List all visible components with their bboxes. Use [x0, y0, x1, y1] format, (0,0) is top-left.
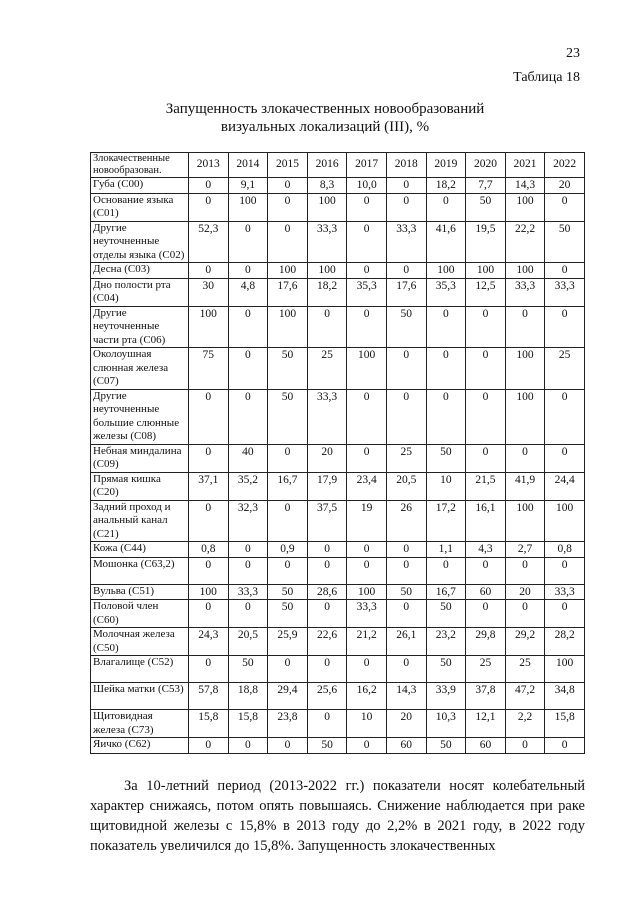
table-cell: 0	[386, 389, 426, 444]
table-cell: 10	[347, 710, 387, 738]
row-label: Другие неуточненные большие слюнные железы (С08)	[91, 389, 189, 444]
table-cell: 50	[426, 656, 466, 683]
table-cell: 28,2	[545, 628, 585, 656]
year-header: 2020	[466, 153, 506, 178]
year-header: 2017	[347, 153, 387, 178]
table-cell: 0	[228, 557, 268, 584]
table-cell: 28,6	[307, 584, 347, 600]
table-cell: 17,6	[386, 278, 426, 306]
table-cell: 17,9	[307, 472, 347, 500]
table-cell: 0	[268, 738, 308, 754]
table-cell: 50	[307, 738, 347, 754]
table-cell: 0	[268, 193, 308, 221]
table-cell: 35,3	[426, 278, 466, 306]
table-cell: 50	[268, 348, 308, 390]
table-cell: 16,7	[268, 472, 308, 500]
table-cell: 0	[307, 710, 347, 738]
year-header: 2018	[386, 153, 426, 178]
table-cell: 0	[268, 221, 308, 263]
row-label: Половой член (С60)	[91, 600, 189, 628]
table-cell: 0	[466, 306, 506, 348]
table-title-line-2: визуальных локализаций (III), %	[220, 119, 430, 135]
table-cell: 0	[426, 557, 466, 584]
row-label: Щитовидная железа (С73)	[91, 710, 189, 738]
table-row	[91, 542, 585, 558]
table-cell: 0	[189, 444, 229, 472]
table-cell: 0	[228, 600, 268, 628]
table-cell: 0	[228, 221, 268, 263]
table-cell: 100	[505, 500, 545, 542]
table-cell: 25	[307, 348, 347, 390]
table-cell: 100	[505, 348, 545, 390]
table-cell: 0	[347, 221, 387, 263]
row-label: Другие неуточненные отделы языка (С02)	[91, 221, 189, 263]
table-row	[91, 348, 585, 390]
table-row	[91, 221, 585, 263]
table-cell: 30	[189, 278, 229, 306]
page-number: 23	[566, 46, 580, 61]
table-cell: 100	[505, 193, 545, 221]
table-cell: 35,2	[228, 472, 268, 500]
table-cell: 23,4	[347, 472, 387, 500]
table-cell: 50	[268, 584, 308, 600]
table-cell: 0	[228, 738, 268, 754]
table-cell: 15,8	[189, 710, 229, 738]
table-cell: 25	[466, 656, 506, 683]
corner-header: Злокачественные новообразован.	[91, 153, 189, 178]
table-cell: 16,1	[466, 500, 506, 542]
table-cell: 18,2	[426, 178, 466, 194]
table-cell: 0	[189, 500, 229, 542]
table-title-line-1: Запущенность злокачественных новообразований	[165, 101, 485, 117]
table-cell: 33,3	[347, 600, 387, 628]
table-cell: 0	[189, 656, 229, 683]
table-cell: 25	[386, 444, 426, 472]
table-cell: 0	[545, 306, 585, 348]
table-cell: 18,8	[228, 683, 268, 710]
table-cell: 17,2	[426, 500, 466, 542]
table-cell: 100	[347, 348, 387, 390]
table-cell: 50	[386, 584, 426, 600]
table-cell: 60	[466, 738, 506, 754]
year-header: 2014	[228, 153, 268, 178]
table-cell: 16,2	[347, 683, 387, 710]
table-cell: 2,2	[505, 710, 545, 738]
table-cell: 0	[545, 444, 585, 472]
table-row	[91, 178, 585, 194]
table-cell: 29,4	[268, 683, 308, 710]
table-cell: 26	[386, 500, 426, 542]
table-cell: 0	[228, 306, 268, 348]
table-row	[91, 584, 585, 600]
table-cell: 32,3	[228, 500, 268, 542]
table-cell: 0	[545, 389, 585, 444]
row-label: Молочная железа (С50)	[91, 628, 189, 656]
table-cell: 20	[307, 444, 347, 472]
table-cell: 20,5	[386, 472, 426, 500]
row-label: Губа (С00)	[91, 178, 189, 194]
table-cell: 0	[386, 348, 426, 390]
table-cell: 52,3	[189, 221, 229, 263]
table-cell: 14,3	[386, 683, 426, 710]
table-cell: 0	[466, 389, 506, 444]
table-cell: 33,3	[386, 221, 426, 263]
table-cell: 29,8	[466, 628, 506, 656]
table-cell: 0	[505, 600, 545, 628]
table-row	[91, 444, 585, 472]
table-cell: 0	[426, 348, 466, 390]
table-cell: 0	[268, 656, 308, 683]
table-cell: 9,1	[228, 178, 268, 194]
table-cell: 41,6	[426, 221, 466, 263]
table-cell: 21,2	[347, 628, 387, 656]
table-cell: 0	[545, 557, 585, 584]
table-cell: 0	[347, 738, 387, 754]
table-row	[91, 738, 585, 754]
table-cell: 0	[228, 542, 268, 558]
table-body	[91, 178, 585, 754]
row-label: Шейка матки (С53)	[91, 683, 189, 710]
table-cell: 22,2	[505, 221, 545, 263]
table-cell: 0	[466, 444, 506, 472]
table-cell: 100	[466, 263, 506, 279]
table-cell: 33,3	[545, 584, 585, 600]
row-label: Мошонка (С63,2)	[91, 557, 189, 584]
table-cell: 50	[268, 389, 308, 444]
table-cell: 16,7	[426, 584, 466, 600]
neglect-table	[90, 152, 585, 754]
body-paragraph-text: За 10-летний период (2013-2022 гг.) показатели носят колебательный характер снижаясь, потом опять повышаясь. Снижение наблюдается при раке щитовидной железы с 15,8% в 2013 году до 2,2% в 2021 году, в 2022 году показатель увеличился до 15,8%. Запущенность злокачественных	[90, 778, 585, 854]
table-cell: 0	[228, 348, 268, 390]
table-cell: 0,8	[189, 542, 229, 558]
table-cell: 0	[268, 500, 308, 542]
table-cell: 0	[307, 557, 347, 584]
table-cell: 0	[386, 178, 426, 194]
table-cell: 0	[386, 193, 426, 221]
table-row	[91, 278, 585, 306]
row-label: Прямая кишка (С20)	[91, 472, 189, 500]
table-cell: 0	[386, 600, 426, 628]
table-cell: 33,3	[307, 221, 347, 263]
table-cell: 14,3	[505, 178, 545, 194]
table-row	[91, 656, 585, 683]
table-cell: 100	[545, 500, 585, 542]
table-cell: 0	[189, 178, 229, 194]
table-cell: 35,3	[347, 278, 387, 306]
table-cell: 0	[426, 193, 466, 221]
table-row	[91, 600, 585, 628]
table-cell: 41,9	[505, 472, 545, 500]
table-cell: 50	[228, 656, 268, 683]
table-cell: 0	[189, 263, 229, 279]
table-row	[91, 557, 585, 584]
row-label: Вульва (С51)	[91, 584, 189, 600]
table-cell: 29,2	[505, 628, 545, 656]
table-cell: 50	[386, 306, 426, 348]
year-header: 2022	[545, 153, 585, 178]
table-cell: 0	[347, 193, 387, 221]
table-cell: 0,8	[545, 542, 585, 558]
table-cell: 0	[268, 178, 308, 194]
table-cell: 50	[268, 600, 308, 628]
table-cell: 33,3	[307, 389, 347, 444]
table-cell: 0,9	[268, 542, 308, 558]
table-cell: 25,6	[307, 683, 347, 710]
table-cell: 100	[426, 263, 466, 279]
table-cell: 0	[386, 656, 426, 683]
table-cell: 100	[505, 389, 545, 444]
table-cell: 50	[466, 193, 506, 221]
table-cell: 0	[545, 193, 585, 221]
table-cell: 0	[307, 600, 347, 628]
table-cell: 15,8	[545, 710, 585, 738]
table-cell: 0	[466, 600, 506, 628]
table-row	[91, 193, 585, 221]
table-cell: 0	[386, 542, 426, 558]
row-label: Кожа (С44)	[91, 542, 189, 558]
table-cell: 1,1	[426, 542, 466, 558]
table-cell: 0	[347, 557, 387, 584]
table-row	[91, 710, 585, 738]
table-cell: 0	[347, 444, 387, 472]
table-cell: 0	[466, 348, 506, 390]
table-cell: 0	[189, 193, 229, 221]
table-cell: 25	[545, 348, 585, 390]
table-cell: 0	[189, 600, 229, 628]
table-cell: 22,6	[307, 628, 347, 656]
table-cell: 19,5	[466, 221, 506, 263]
table-cell: 7,7	[466, 178, 506, 194]
table-cell: 0	[307, 306, 347, 348]
table-cell: 33,3	[505, 278, 545, 306]
table-cell: 34,8	[545, 683, 585, 710]
table-cell: 10,3	[426, 710, 466, 738]
row-label: Яичко (С62)	[91, 738, 189, 754]
year-header: 2015	[268, 153, 308, 178]
row-label: Дно полости рта (С04)	[91, 278, 189, 306]
table-cell: 100	[189, 306, 229, 348]
table-row	[91, 500, 585, 542]
table-cell: 0	[189, 389, 229, 444]
table-cell: 17,6	[268, 278, 308, 306]
table-cell: 24,3	[189, 628, 229, 656]
table-cell: 0	[545, 600, 585, 628]
table-cell: 100	[268, 263, 308, 279]
table-row	[91, 472, 585, 500]
table-cell: 26,1	[386, 628, 426, 656]
table-cell: 0	[347, 306, 387, 348]
table-cell: 18,2	[307, 278, 347, 306]
table-cell: 23,8	[268, 710, 308, 738]
table-cell: 60	[466, 584, 506, 600]
table-cell: 0	[189, 738, 229, 754]
table-cell: 20	[505, 584, 545, 600]
table-cell: 8,3	[307, 178, 347, 194]
table-cell: 37,1	[189, 472, 229, 500]
table-cell: 0	[505, 738, 545, 754]
table-cell: 10,0	[347, 178, 387, 194]
table-cell: 100	[347, 584, 387, 600]
table-cell: 4,3	[466, 542, 506, 558]
table-cell: 100	[505, 263, 545, 279]
table-cell: 0	[228, 389, 268, 444]
table-cell: 25,9	[268, 628, 308, 656]
table-cell: 0	[268, 444, 308, 472]
table-cell: 50	[426, 600, 466, 628]
table-cell: 0	[347, 656, 387, 683]
year-header: 2013	[189, 153, 229, 178]
table-row	[91, 683, 585, 710]
row-label: Десна (С03)	[91, 263, 189, 279]
table-cell: 20,5	[228, 628, 268, 656]
table-label: Таблица 18	[513, 70, 580, 85]
table-cell: 0	[505, 306, 545, 348]
table-cell: 21,5	[466, 472, 506, 500]
table-cell: 0	[386, 263, 426, 279]
table-cell: 24,4	[545, 472, 585, 500]
row-label: Основание языка (С01)	[91, 193, 189, 221]
table-cell: 50	[426, 444, 466, 472]
table-cell: 0	[307, 656, 347, 683]
table-cell: 100	[307, 193, 347, 221]
body-paragraph	[90, 776, 585, 856]
row-label: Околоушная слюнная железа (С07)	[91, 348, 189, 390]
table-cell: 57,8	[189, 683, 229, 710]
table-cell: 50	[426, 738, 466, 754]
table-cell: 0	[268, 557, 308, 584]
table-cell: 100	[545, 656, 585, 683]
year-header: 2021	[505, 153, 545, 178]
table-title	[90, 100, 560, 136]
table-cell: 12,1	[466, 710, 506, 738]
table-cell: 40	[228, 444, 268, 472]
table-cell: 0	[545, 738, 585, 754]
table-cell: 2,7	[505, 542, 545, 558]
table-cell: 0	[466, 557, 506, 584]
year-header: 2019	[426, 153, 466, 178]
table-row	[91, 628, 585, 656]
table-cell: 0	[347, 263, 387, 279]
table-cell: 19	[347, 500, 387, 542]
table-cell: 10	[426, 472, 466, 500]
table-cell: 0	[426, 306, 466, 348]
row-label: Небная миндалина (С09)	[91, 444, 189, 472]
table-cell: 25	[505, 656, 545, 683]
table-cell: 37,5	[307, 500, 347, 542]
table-cell: 15,8	[228, 710, 268, 738]
table-cell: 33,3	[545, 278, 585, 306]
table-cell: 12,5	[466, 278, 506, 306]
table-cell: 100	[307, 263, 347, 279]
table-cell: 0	[386, 557, 426, 584]
table-cell: 0	[545, 263, 585, 279]
year-header: 2016	[307, 153, 347, 178]
table-row	[91, 263, 585, 279]
table-cell: 0	[307, 542, 347, 558]
table-cell: 47,2	[505, 683, 545, 710]
table-cell: 4,8	[228, 278, 268, 306]
row-label: Другие неуточненные части рта (С06)	[91, 306, 189, 348]
table-cell: 100	[228, 193, 268, 221]
table-cell: 0	[347, 389, 387, 444]
table-cell: 100	[189, 584, 229, 600]
table-cell: 0	[505, 444, 545, 472]
table-cell: 37,8	[466, 683, 506, 710]
table-row	[91, 306, 585, 348]
table-cell: 20	[545, 178, 585, 194]
table-cell: 0	[505, 557, 545, 584]
table-cell: 0	[189, 557, 229, 584]
row-label: Влагалище (С52)	[91, 656, 189, 683]
table-cell: 100	[268, 306, 308, 348]
table-cell: 33,3	[228, 584, 268, 600]
table-cell: 0	[228, 263, 268, 279]
table-cell: 20	[386, 710, 426, 738]
table-cell: 0	[347, 542, 387, 558]
table-cell: 33,9	[426, 683, 466, 710]
table-cell: 50	[545, 221, 585, 263]
table-cell: 0	[426, 389, 466, 444]
table-row	[91, 389, 585, 444]
row-label: Задний проход и анальный канал (С21)	[91, 500, 189, 542]
table-cell: 75	[189, 348, 229, 390]
table-cell: 60	[386, 738, 426, 754]
table-cell: 23,2	[426, 628, 466, 656]
table-header-row	[91, 153, 585, 178]
